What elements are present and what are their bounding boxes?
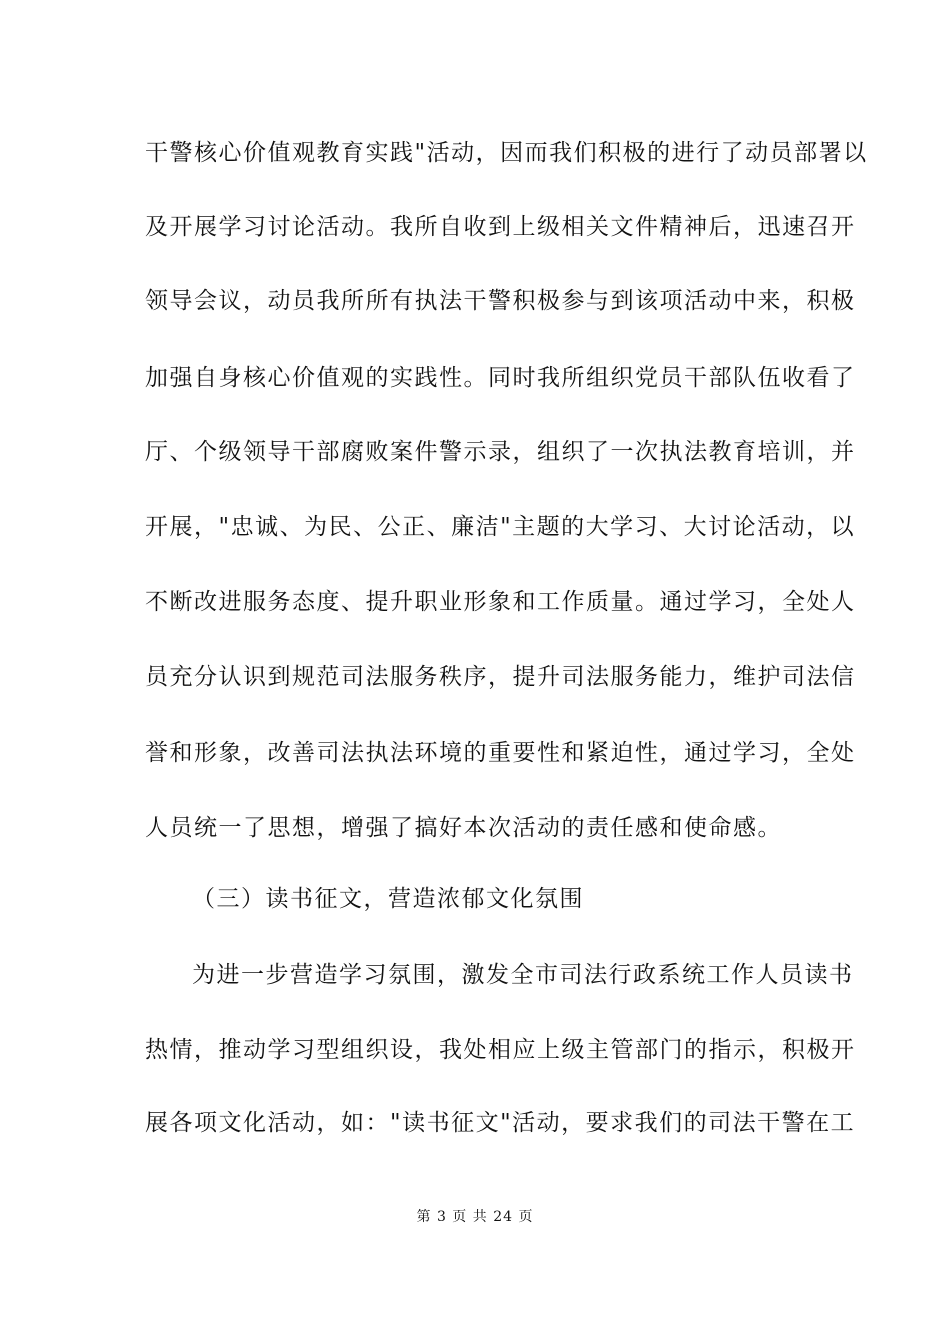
paragraph-1-line-9: 誉和形象，改善司法执法环境的重要性和紧迫性，通过学习，全处	[145, 740, 856, 766]
section-heading: （三）读书征文，营造浓郁文化氛围	[192, 886, 584, 912]
paragraph-2-line-3: 展各项文化活动，如："读书征文"活动，要求我们的司法干警在工	[145, 1110, 856, 1136]
paragraph-1-line-1: 干警核心价值观教育实践"活动，因而我们积极的进行了动员部署以	[145, 140, 868, 166]
paragraph-1-line-6: 开展，"忠诚、为民、公正、廉洁"主题的大学习、大讨论活动，以	[145, 514, 856, 540]
paragraph-1-line-10: 人员统一了思想，增强了搞好本次活动的责任感和使命感。	[145, 815, 782, 841]
paragraph-1-line-4: 加强自身核心价值观的实践性。同时我所组织党员干部队伍收看了	[145, 365, 856, 391]
paragraph-1-line-5: 厅、个级领导干部腐败案件警示录，组织了一次执法教育培训，并	[145, 439, 856, 465]
paragraph-1-line-2: 及开展学习讨论活动。我所自收到上级相关文件精神后，迅速召开	[145, 214, 856, 240]
paragraph-1-line-3: 领导会议，动员我所所有执法干警积极参与到该项活动中来，积极	[145, 288, 856, 314]
page-number-footer: 第 3 页 共 24 页	[416, 1209, 534, 1225]
paragraph-1-line-8: 员充分认识到规范司法服务秩序，提升司法服务能力，维护司法信	[145, 664, 856, 690]
paragraph-2-line-1: 为进一步营造学习氛围，激发全市司法行政系统工作人员读书	[192, 962, 854, 988]
paragraph-1-line-7: 不断改进服务态度、提升职业形象和工作质量。通过学习，全处人	[145, 589, 856, 615]
paragraph-2-line-2: 热情，推动学习型组织设，我处相应上级主管部门的指示，积极开	[145, 1037, 856, 1063]
